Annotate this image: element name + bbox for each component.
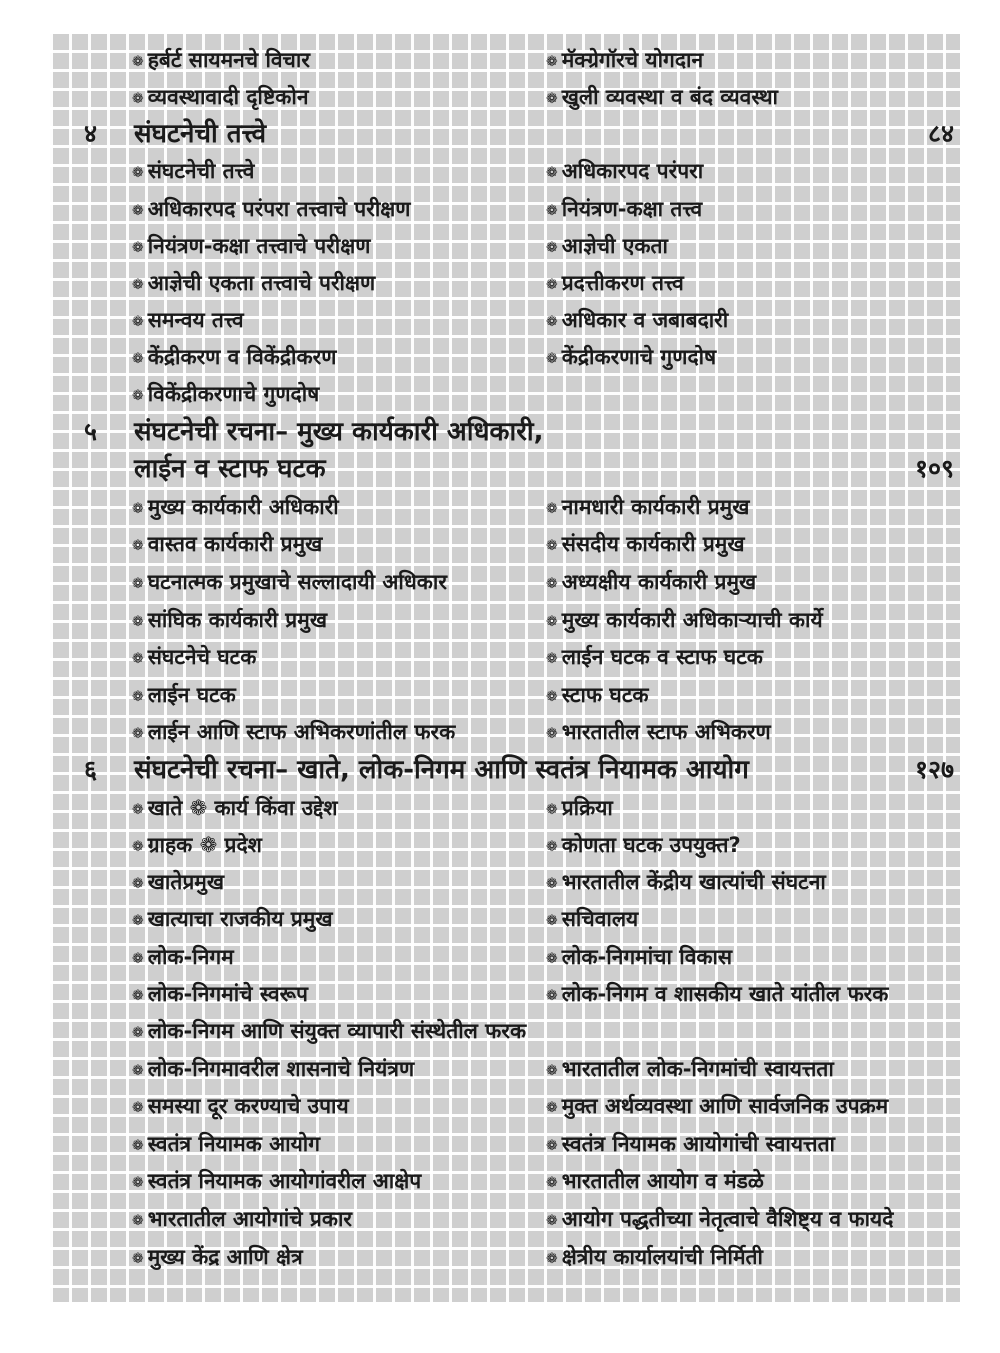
topic-item-left: [132, 939, 234, 977]
topic-item-left: [132, 901, 333, 939]
topic-row: [0, 827, 1000, 863]
chapter-row: [0, 451, 1000, 487]
topic-row: [0, 376, 1000, 412]
topic-item-right: [546, 265, 684, 303]
topic-item-left: [132, 489, 339, 527]
topic-item-left: [132, 191, 411, 229]
topic-row: [0, 1126, 1000, 1162]
topic-row: [0, 639, 1000, 675]
topic-item-right: [546, 153, 703, 191]
bullet-icon: ❁: [132, 538, 144, 554]
topic-item-left: [132, 265, 375, 303]
bullet-icon: ❁: [132, 1063, 144, 1079]
topic-text: मॅक्ग्रेगॉरचे योगदान: [561, 48, 704, 72]
topic-item-right: [546, 42, 703, 80]
bullet-icon: ❁: [132, 651, 144, 667]
topic-item-left: [132, 42, 310, 80]
bullet-icon: ❁: [132, 1100, 144, 1116]
topic-item-right: [546, 901, 638, 939]
bullet-icon: ❁: [132, 839, 144, 855]
chapter-row: [0, 414, 1000, 450]
topic-item-right: [546, 191, 702, 229]
topic-text: लोक-निगम आणि संयुक्त व्यापारी संस्थेतील फरक: [147, 1019, 527, 1043]
topic-text: विकेंद्रीकरणाचे गुणदोष: [147, 382, 320, 406]
bullet-icon: ❁: [546, 501, 558, 517]
bullet-icon: ❁: [132, 1025, 144, 1041]
topic-row: [0, 976, 1000, 1012]
topic-item-left: [132, 79, 308, 117]
topic-item-left: [132, 677, 236, 715]
topic-item-right: [546, 1088, 888, 1126]
topic-row: [0, 1088, 1000, 1124]
topic-text: नामधारी कार्यकारी प्रमुख: [561, 495, 750, 519]
topic-row: [0, 939, 1000, 975]
topic-item-right: [546, 339, 716, 377]
topic-row: [0, 901, 1000, 937]
topic-row: [0, 42, 1000, 78]
topic-text: लाईन घटक: [147, 683, 236, 707]
topic-text: प्रक्रिया: [561, 796, 613, 820]
chapter-title: संघटनेची तत्त्वे: [134, 119, 267, 149]
bullet-icon: ❁: [546, 1175, 558, 1191]
topic-text: नियंत्रण-कक्षा तत्त्वाचे परीक्षण: [147, 234, 371, 258]
bullet-icon: ❁: [132, 802, 144, 818]
topic-row: [0, 1163, 1000, 1199]
topic-item-left: [132, 564, 447, 602]
topic-text: अधिकारपद परंपरा: [561, 159, 704, 183]
topic-text: खातेप्रमुख: [147, 870, 225, 894]
topic-text: लाईन घटक व स्टाफ घटक: [561, 645, 763, 669]
topic-text: क्षेत्रीय कार्यालयांची निर्मिती: [561, 1245, 763, 1269]
topic-text: कोणता घटक उपयुक्त?: [561, 833, 741, 857]
topic-row: [0, 714, 1000, 750]
topic-text: मुख्य कार्यकारी अधिकाऱ्याची कार्ये: [561, 608, 823, 632]
topic-text: भारतातील आयोग व मंडळे: [561, 1169, 764, 1193]
bullet-icon: ❁: [546, 802, 558, 818]
topic-item-left: [132, 1201, 352, 1239]
topic-text: लोक-निगमावरील शासनाचे नियंत्रण: [147, 1057, 415, 1081]
bullet-icon: ❁: [546, 538, 558, 554]
topic-item-right: [546, 1239, 763, 1277]
topic-item-right: [546, 228, 668, 266]
topic-item-right: [546, 302, 728, 340]
bullet-icon: ❁: [546, 54, 558, 70]
bullet-icon: ❁: [546, 614, 558, 630]
topic-text: प्रदत्तीकरण तत्त्व: [561, 271, 684, 295]
topic-item-right: [546, 79, 778, 117]
topic-item-right: [546, 864, 826, 902]
bullet-icon: ❁: [132, 614, 144, 630]
topic-item-left: [132, 602, 327, 640]
topic-item-right: [546, 1163, 764, 1201]
topic-item-left: [132, 339, 336, 377]
chapter-row: [0, 752, 1000, 788]
topic-item-right: [546, 827, 741, 865]
topic-item-right: [546, 976, 888, 1014]
topic-text: भारतातील आयोगांचे प्रकार: [147, 1207, 352, 1231]
topic-item-right: [546, 526, 745, 564]
topic-item-right: [546, 939, 732, 977]
topic-text: आज्ञेची एकता: [561, 234, 668, 258]
topic-row: [0, 1051, 1000, 1087]
topic-item-right: [546, 564, 756, 602]
chapter-number: ४: [84, 119, 98, 148]
bullet-icon: ❁: [546, 651, 558, 667]
topic-row: [0, 564, 1000, 600]
bullet-icon: ❁: [132, 203, 144, 219]
topic-text: ग्राहक ❁ प्रदेश: [147, 833, 262, 857]
topic-item-left: [132, 1051, 414, 1089]
topic-item-left: [132, 1013, 526, 1051]
topic-item-left: [132, 714, 455, 752]
topic-row: [0, 191, 1000, 227]
bullet-icon: ❁: [132, 951, 144, 967]
topic-item-left: [132, 302, 244, 340]
topic-text: लोक-निगम व शासकीय खाते यांतील फरक: [561, 982, 889, 1006]
topic-text: सचिवालय: [561, 907, 639, 931]
bullet-icon: ❁: [546, 913, 558, 929]
topic-item-left: [132, 228, 370, 266]
topic-text: संसदीय कार्यकारी प्रमुख: [561, 532, 745, 556]
topic-row: [0, 790, 1000, 826]
bullet-icon: ❁: [546, 314, 558, 330]
bullet-icon: ❁: [132, 876, 144, 892]
topic-item-left: [132, 790, 338, 828]
topic-item-right: [546, 602, 823, 640]
topic-text: हर्बर्ट सायमनचे विचार: [147, 48, 310, 72]
topic-row: [0, 339, 1000, 375]
bullet-icon: ❁: [546, 1251, 558, 1267]
topic-row: [0, 526, 1000, 562]
topic-row: [0, 677, 1000, 713]
topic-text: अधिकार व जबाबदारी: [561, 308, 729, 332]
topic-text: मुक्त अर्थव्यवस्था आणि सार्वजनिक उपक्रम: [561, 1094, 889, 1118]
bullet-icon: ❁: [132, 277, 144, 293]
bullet-icon: ❁: [546, 988, 558, 1004]
topic-item-right: [546, 489, 749, 527]
bullet-icon: ❁: [546, 1063, 558, 1079]
bullet-icon: ❁: [546, 1138, 558, 1154]
topic-item-left: [132, 1163, 421, 1201]
topic-row: [0, 489, 1000, 525]
bullet-icon: ❁: [132, 1251, 144, 1267]
topic-text: आज्ञेची एकता तत्त्वाचे परीक्षण: [147, 271, 376, 295]
topic-row: [0, 79, 1000, 115]
topic-text: समस्या दूर करण्याचे उपाय: [147, 1094, 349, 1118]
topic-text: भारतातील लोक-निगमांची स्वायत्तता: [561, 1057, 834, 1081]
bullet-icon: ❁: [132, 388, 144, 404]
topic-text: अधिकारपद परंपरा तत्त्वाचे परीक्षण: [147, 197, 411, 221]
bullet-icon: ❁: [132, 314, 144, 330]
bullet-icon: ❁: [546, 240, 558, 256]
bullet-icon: ❁: [132, 54, 144, 70]
topic-text: आयोग पद्धतीच्या नेतृत्वाचे वैशिष्ट्य व फायदे: [561, 1207, 894, 1231]
bullet-icon: ❁: [546, 1213, 558, 1229]
topic-text: अध्यक्षीय कार्यकारी प्रमुख: [561, 570, 757, 594]
topic-text: नियंत्रण-कक्षा तत्त्व: [561, 197, 703, 221]
bullet-icon: ❁: [546, 876, 558, 892]
chapter-page-number: १२७: [914, 755, 954, 784]
chapter-title: लाईन व स्टाफ घटक: [134, 454, 326, 484]
bullet-icon: ❁: [132, 913, 144, 929]
topic-text: खाते ❁ कार्य किंवा उद्देश: [147, 796, 338, 820]
bullet-icon: ❁: [132, 1138, 144, 1154]
bullet-icon: ❁: [132, 988, 144, 1004]
topic-row: [0, 265, 1000, 301]
bullet-icon: ❁: [546, 689, 558, 705]
topic-item-right: [546, 1126, 835, 1164]
topic-text: लोक-निगमांचे स्वरूप: [147, 982, 308, 1006]
topic-item-left: [132, 153, 254, 191]
chapter-number: ५: [84, 417, 98, 446]
topic-item-left: [132, 639, 256, 677]
topic-text: सांघिक कार्यकारी प्रमुख: [147, 608, 327, 632]
bullet-icon: ❁: [132, 165, 144, 181]
topic-text: खुली व्यवस्था व बंद व्यवस्था: [561, 85, 778, 109]
bullet-icon: ❁: [132, 726, 144, 742]
topic-item-left: [132, 1126, 320, 1164]
bullet-icon: ❁: [546, 277, 558, 293]
bullet-icon: ❁: [546, 165, 558, 181]
topic-text: स्वतंत्र नियामक आयोगांवरील आक्षेप: [147, 1169, 422, 1193]
chapter-number: ६: [84, 755, 98, 784]
topic-text: मुख्य केंद्र आणि क्षेत्र: [147, 1245, 303, 1269]
chapter-page-number: १०९: [914, 454, 954, 483]
bullet-icon: ❁: [546, 839, 558, 855]
topic-text: स्टाफ घटक: [561, 683, 649, 707]
bullet-icon: ❁: [132, 91, 144, 107]
topic-item-left: [132, 1239, 303, 1277]
topic-text: संघटनेची तत्त्वे: [147, 159, 255, 183]
chapter-title: संघटनेची रचना– मुख्य कार्यकारी अधिकारी,: [134, 417, 544, 447]
topic-row: [0, 1013, 1000, 1049]
topic-text: लोक-निगमांचा विकास: [561, 945, 733, 969]
topic-item-left: [132, 526, 322, 564]
topic-text: स्वतंत्र नियामक आयोग: [147, 1132, 321, 1156]
topic-text: लोक-निगम: [147, 945, 234, 969]
topic-text: व्यवस्थावादी दृष्टिकोन: [147, 85, 309, 109]
topic-row: [0, 602, 1000, 638]
topic-text: लाईन आणि स्टाफ अभिकरणांतील फरक: [147, 720, 456, 744]
bullet-icon: ❁: [132, 576, 144, 592]
bullet-icon: ❁: [132, 501, 144, 517]
topic-text: खात्याचा राजकीय प्रमुख: [147, 907, 333, 931]
bullet-icon: ❁: [546, 351, 558, 367]
topic-text: वास्तव कार्यकारी प्रमुख: [147, 532, 323, 556]
bullet-icon: ❁: [132, 351, 144, 367]
topic-item-left: [132, 376, 319, 414]
topic-text: संघटनेचे घटक: [147, 645, 257, 669]
topic-row: [0, 228, 1000, 264]
topic-text: भारतातील स्टाफ अभिकरण: [561, 720, 771, 744]
topic-row: [0, 153, 1000, 189]
topic-item-right: [546, 1201, 893, 1239]
topic-row: [0, 302, 1000, 338]
topic-item-right: [546, 1051, 834, 1089]
bullet-icon: ❁: [546, 726, 558, 742]
topic-text: स्वतंत्र नियामक आयोगांची स्वायत्तता: [561, 1132, 835, 1156]
chapter-title: संघटनेची रचना– खाते, लोक-निगम आणि स्वतंत्र नियामक आयोग: [134, 755, 749, 785]
topic-text: केंद्रीकरण व विकेंद्रीकरण: [147, 345, 337, 369]
topic-text: समन्वय तत्त्व: [147, 308, 244, 332]
topic-item-left: [132, 1088, 349, 1126]
topic-item-left: [132, 827, 262, 865]
bullet-icon: ❁: [132, 1213, 144, 1229]
bullet-icon: ❁: [132, 1175, 144, 1191]
bullet-icon: ❁: [132, 689, 144, 705]
topic-item-left: [132, 864, 224, 902]
bullet-icon: ❁: [546, 203, 558, 219]
topic-item-right: [546, 714, 771, 752]
topic-text: घटनात्मक प्रमुखाचे सल्लादायी अधिकार: [147, 570, 447, 594]
bullet-icon: ❁: [132, 240, 144, 256]
topic-row: [0, 1201, 1000, 1237]
bullet-icon: ❁: [546, 91, 558, 107]
topic-item-right: [546, 677, 649, 715]
chapter-page-number: ८४: [927, 119, 954, 148]
bullet-icon: ❁: [546, 576, 558, 592]
topic-text: केंद्रीकरणाचे गुणदोष: [561, 345, 717, 369]
topic-row: [0, 1239, 1000, 1275]
topic-item-right: [546, 790, 613, 828]
topic-text: भारतातील केंद्रीय खात्यांची संघटना: [561, 870, 826, 894]
bullet-icon: ❁: [546, 1100, 558, 1116]
bullet-icon: ❁: [546, 951, 558, 967]
topic-item-right: [546, 639, 763, 677]
chapter-row: [0, 116, 1000, 152]
topic-text: मुख्य कार्यकारी अधिकारी: [147, 495, 339, 519]
topic-row: [0, 864, 1000, 900]
topic-item-left: [132, 976, 308, 1014]
